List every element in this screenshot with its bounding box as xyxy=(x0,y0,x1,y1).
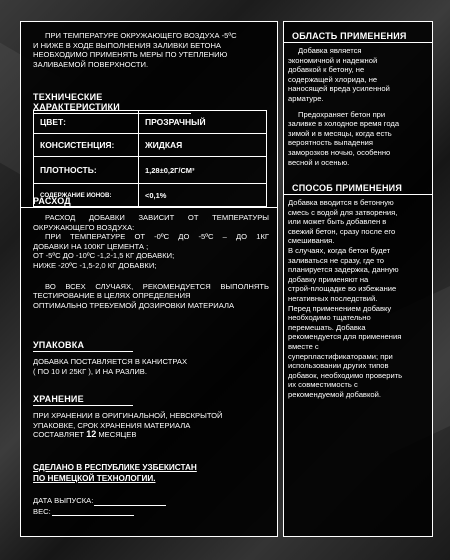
spec-value: ЖИДКАЯ xyxy=(139,134,267,157)
spec-value: ПРОЗРАЧНЫЙ xyxy=(139,111,267,134)
spec-label: ПЛОТНОСТЬ: xyxy=(34,157,139,184)
consumption-line: ОТ -5ºС ДО -10ºС -1,2-1,5 КГ ДОБАВКИ; xyxy=(33,251,175,261)
application-line: Предохраняет бетон при xyxy=(298,109,386,119)
method-line: свежий бетон, сразу после его xyxy=(288,226,396,236)
release-weight-line xyxy=(52,515,134,516)
release-date-label: ДАТА ВЫПУСКА: xyxy=(33,496,94,505)
storage-text xyxy=(33,411,269,440)
consumption-line: РАСХОД ДОБАВКИ ЗАВИСИТ ОТ ТЕМПЕРАТУРЫ xyxy=(45,213,269,222)
spec-value: 1,28±0,2Г/СМ³ xyxy=(139,157,267,184)
consumption-line: ПРИ ТЕМПЕРАТУРЕ ОТ -0ºС ДО -5ºС – ДО 1КГ xyxy=(45,232,269,242)
release-weight-label: ВЕС: xyxy=(33,506,51,516)
table-row xyxy=(34,111,267,134)
application-line: арматуре. xyxy=(288,93,324,103)
storage-line: ПРИ ХРАНЕНИИ В ОРИГИНАЛЬНОЙ, НЕВСКРЫТОЙ xyxy=(33,411,223,420)
origin-line: СДЕЛАНО В РЕСПУБЛИКЕ УЗБЕКИСТАН xyxy=(33,463,197,472)
method-line: рекомендуется для применения xyxy=(288,332,402,342)
method-line: строй-площадке во избежание xyxy=(288,284,397,294)
storage-prefix: СОСТАВЛЯЕТ xyxy=(33,430,85,440)
storage-line: УПАКОВКЕ, СРОК ХРАНЕНИЯ МАТЕРИАЛА xyxy=(33,420,191,430)
release-date-field xyxy=(33,496,269,506)
method-line: В случаях, когда бетон будет xyxy=(288,245,391,255)
method-line: использовании других типов xyxy=(288,361,389,371)
storage-line xyxy=(33,430,269,440)
spec-value: <0,1% xyxy=(139,184,267,207)
release-weight-field xyxy=(33,507,269,517)
application-line: наносящей вреда усиленной xyxy=(288,84,390,94)
packaging-title: УПАКОВКА xyxy=(33,340,133,352)
consumption-line: ОКРУЖАЮЩЕГО ВОЗДУХА: xyxy=(33,222,135,232)
method-line: или может быть добавлен в xyxy=(288,217,387,227)
method-line: рекомендуемой добавкой. xyxy=(288,389,381,399)
consumption-line: НИЖЕ -20ºС -1,5-2,0 КГ ДОБАВКИ; xyxy=(33,260,157,270)
application-line: добавкой к бетону, не xyxy=(288,65,365,75)
left-panel xyxy=(20,21,278,537)
application-line: весной и осенью. xyxy=(288,157,350,167)
method-title: СПОСОБ ПРИМЕНЕНИЯ xyxy=(284,183,432,195)
spec-label: ЦВЕТ: xyxy=(34,111,139,134)
method-line: негативных последствий. xyxy=(288,293,378,303)
method-line: суперпластификаторами; при xyxy=(288,351,393,361)
consumption-line: ТЕСТИРОВАНИЕ В ЦЕЛЯХ ОПРЕДЕЛЕНИЯ xyxy=(33,291,191,301)
spec-label: КОНСИСТЕНЦИЯ: xyxy=(34,134,139,157)
storage-suffix: МЕСЯЦЕВ xyxy=(98,430,137,440)
method-line: необходимо тщательно xyxy=(288,313,371,323)
consumption-line: ВО ВСЕХ СЛУЧАЯХ, РЕКОМЕНДУЕТСЯ ВЫПОЛНЯТЬ xyxy=(45,281,269,291)
method-line: их совместимость с xyxy=(288,380,358,390)
storage-months: 12 xyxy=(86,429,97,440)
intro-line: ПРИ ТЕМПЕРАТУРЕ ОКРУЖАЮЩЕГО ВОЗДУХА -5ºС xyxy=(45,31,237,40)
specs-table xyxy=(33,110,267,207)
method-line: смесь с водой для затворения, xyxy=(288,207,398,217)
packaging-text xyxy=(33,357,269,376)
release-date-line xyxy=(94,505,166,506)
intro-line: ЗАЛИВАЕМОЙ ПОВЕРХНОСТИ. xyxy=(33,59,149,69)
application-line: заморозков ночью, особенно xyxy=(288,147,391,157)
application-line: содержащей хлорида, не xyxy=(288,74,378,84)
packaging-line: ДОБАВКА ПОСТАВЛЯЕТСЯ В КАНИСТРАХ xyxy=(33,357,188,366)
table-row xyxy=(34,157,267,184)
intro-line: И НИЖЕ В ХОДЕ ВЫПОЛНЕНИЯ ЗАЛИВКИ БЕТОНА xyxy=(33,40,221,50)
right-panel xyxy=(283,21,433,537)
application-line: заливке в холодное время года xyxy=(288,119,400,129)
application-line: экономичной и надежной xyxy=(288,55,378,65)
application-text xyxy=(288,46,429,167)
method-line: планируется задержка, данную xyxy=(288,265,399,275)
consumption-line: ДОБАВКИ НА 100КГ ЦЕМЕНТА ; xyxy=(33,241,149,251)
consumption-title: РАСХОД xyxy=(21,196,277,208)
application-line: зимой и в месяцы, когда есть xyxy=(288,128,392,138)
intro-text xyxy=(33,31,269,69)
table-row xyxy=(34,134,267,157)
method-line: Перед применением добавку xyxy=(288,303,392,313)
consumption-line: ОПТИМАЛЬНО ТРЕБУЕМОЙ ДОЗИРОВКИ МАТЕРИАЛА xyxy=(33,300,235,310)
spec-label: СОДЕРЖАНИЕ ИОНОВ: xyxy=(34,184,139,207)
storage-title: ХРАНЕНИЕ xyxy=(33,394,133,406)
packaging-line: ( ПО 10 И 25КГ ), И НА РАЗЛИВ. xyxy=(33,366,147,376)
consumption-text xyxy=(33,213,269,310)
method-line: перемешать. Добавка xyxy=(288,322,366,332)
method-text xyxy=(288,198,430,399)
method-line: добавок, необходимо проверить xyxy=(288,370,403,380)
method-line: заливаться не сразу, где то xyxy=(288,255,384,265)
method-line: вместе с xyxy=(288,341,319,351)
method-line: смешивания. xyxy=(288,236,335,246)
intro-line: НЕОБХОДИМО ПРИМЕНЯТЬ МЕРЫ ПО УТЕПЛЕНИЮ xyxy=(33,50,228,60)
method-line: Добавка вводится в бетонную xyxy=(288,198,394,207)
application-line: Добавка является xyxy=(298,46,362,55)
release-fields xyxy=(33,496,269,516)
application-title: ОБЛАСТЬ ПРИМЕНЕНИЯ xyxy=(284,31,432,43)
specs-title: ТЕХНИЧЕСКИЕ ХАРАКТЕРИСТИКИ xyxy=(33,92,191,114)
origin-text xyxy=(33,463,269,484)
origin-line: ПО НЕМЕЦКОЙ ТЕХНОЛОГИИ. xyxy=(33,473,156,483)
application-line: вероятность выпадения xyxy=(288,138,373,148)
method-line: добавку применяют на xyxy=(288,274,369,284)
